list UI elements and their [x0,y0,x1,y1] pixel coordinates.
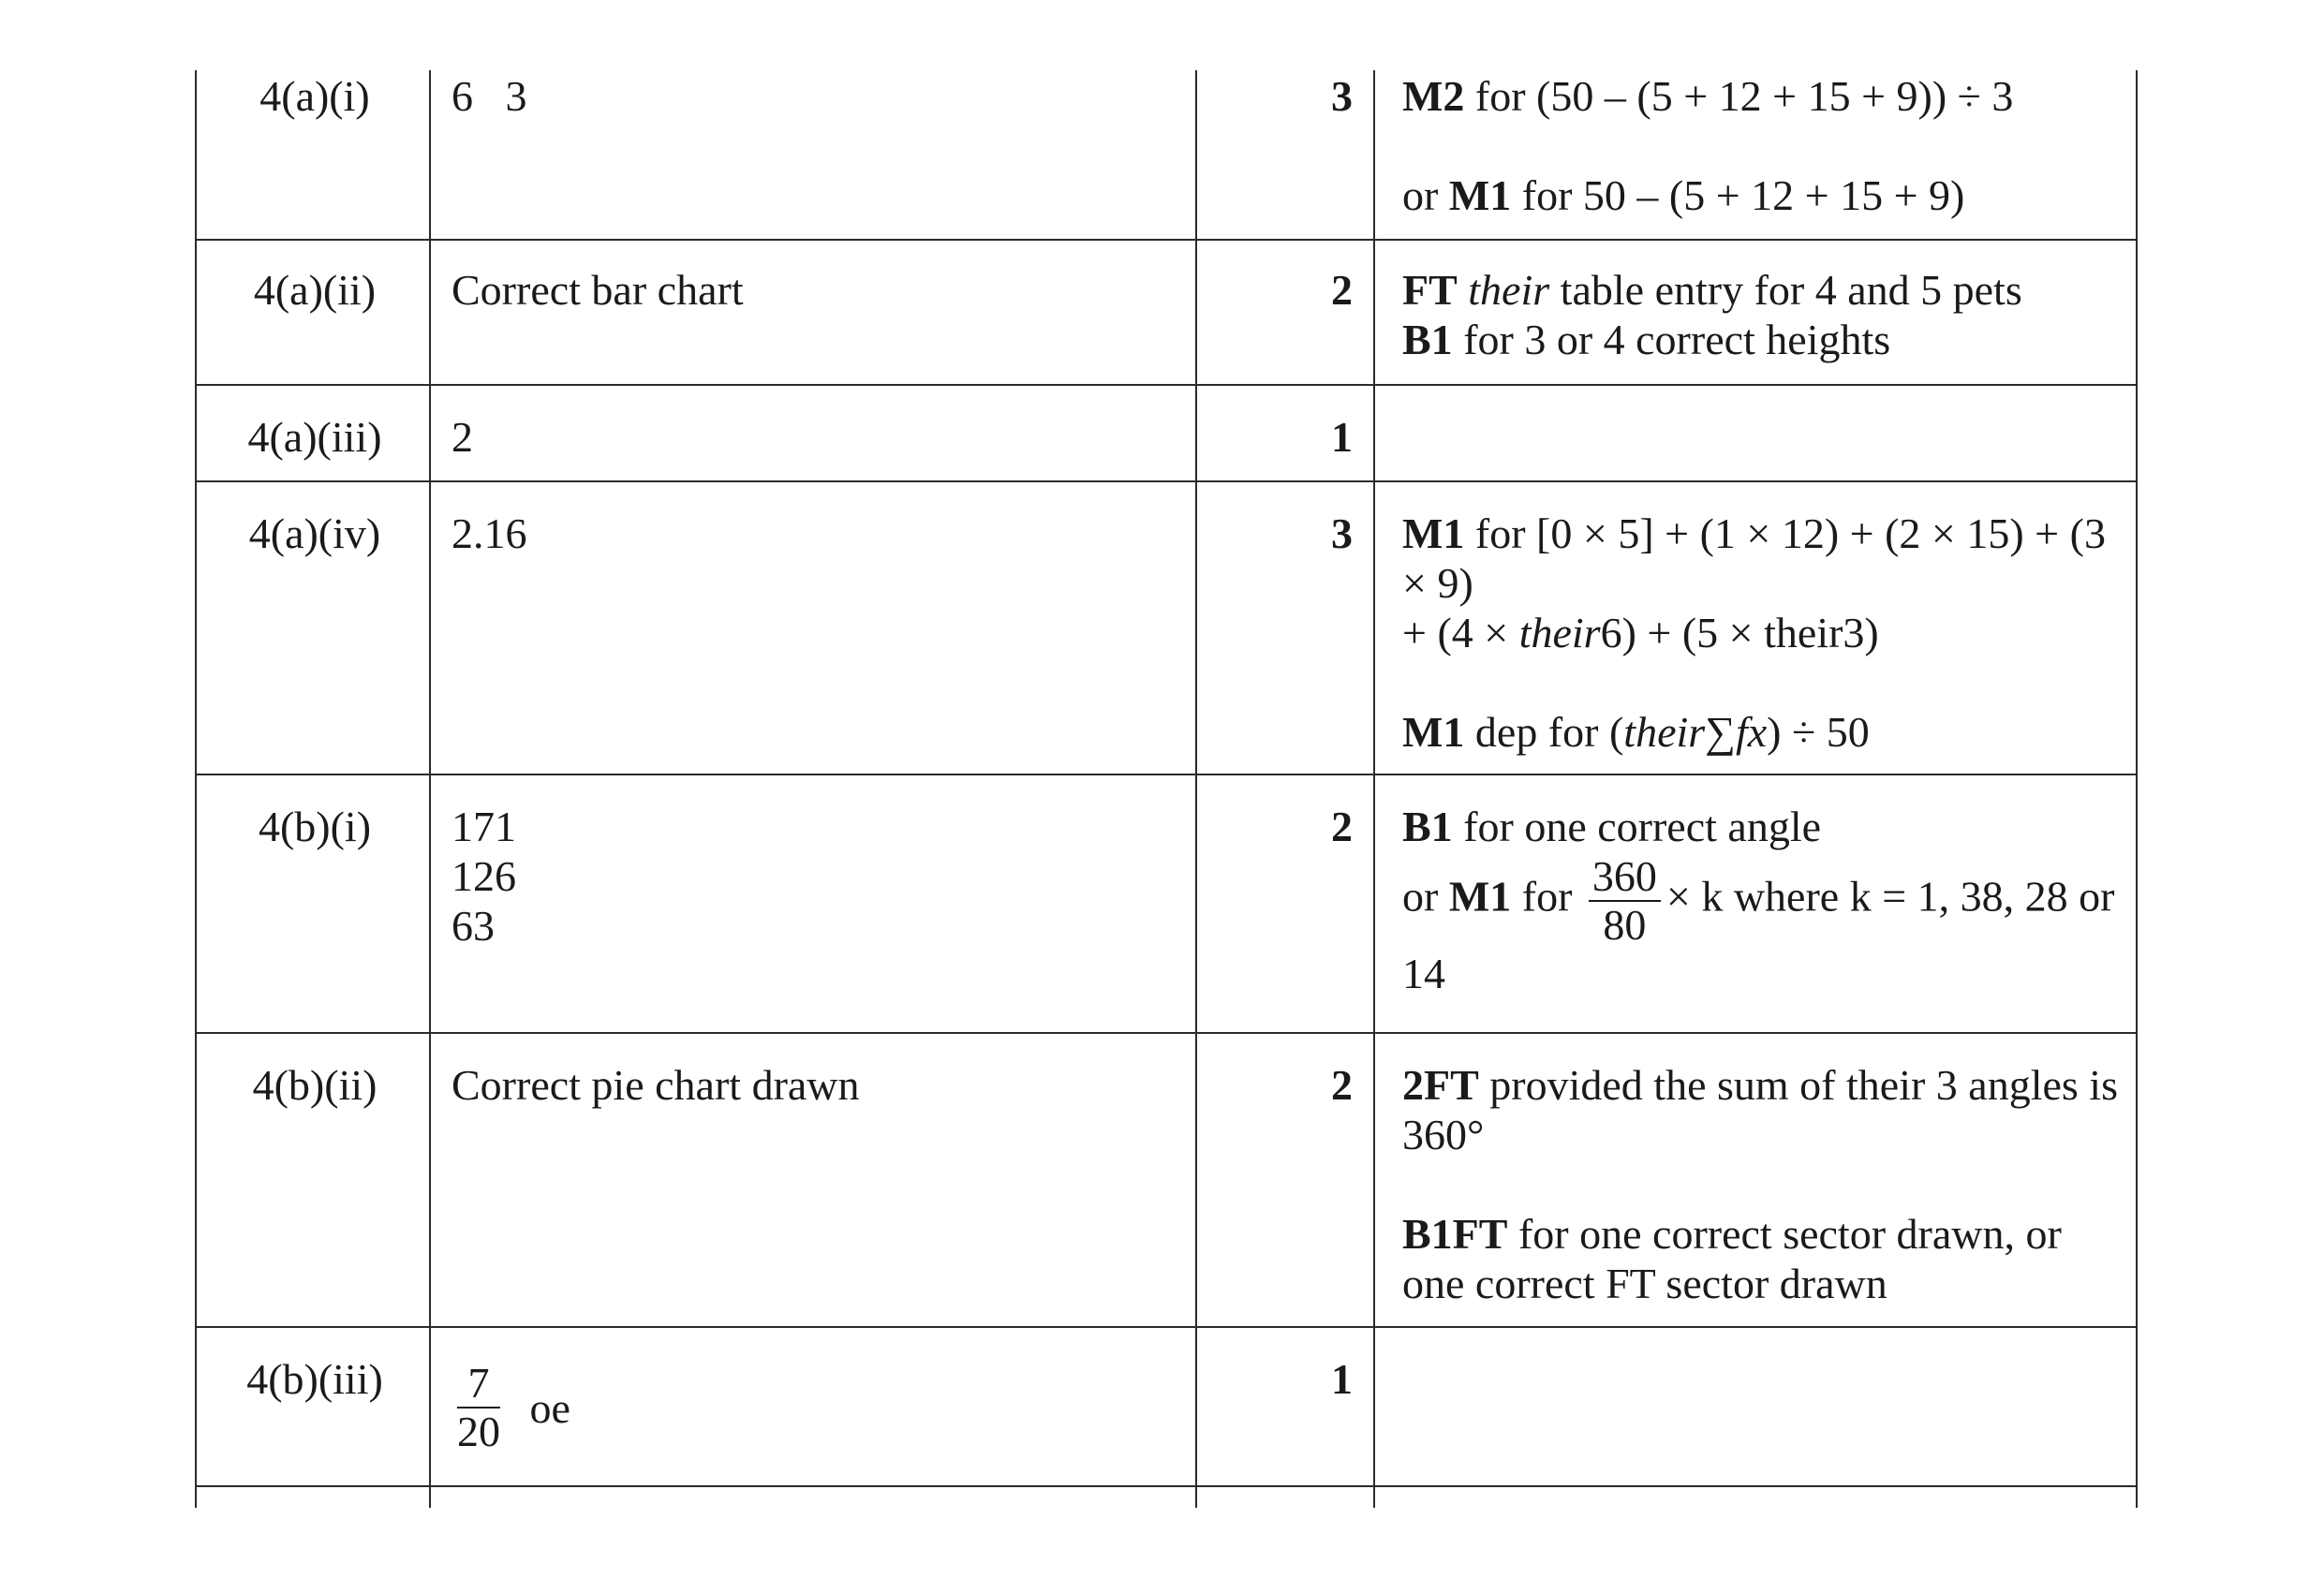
row-divider [195,1032,2137,1034]
answer-suffix: oe [529,1383,570,1432]
guidance-text: for 50 – (5 + 12 + 15 + 9) [1511,171,1965,219]
marks: 3 [1331,509,1353,557]
mark-code: B1 [1402,803,1453,850]
table-border-right [2136,70,2138,1508]
guidance-text: for 3 or 4 correct heights [1452,316,1891,363]
guidance-line [1402,853,2133,949]
fraction-denominator: 80 [1603,901,1647,949]
guidance-text: × k where k = 1, 38, 28 or [1665,872,2115,921]
answer: 2 [451,413,473,461]
guidance-line [1402,265,2133,315]
guidance [1402,71,2133,220]
fraction [1589,853,1661,949]
row-divider [195,774,2137,775]
question-number: 4(a)(ii) [253,266,377,314]
answer [451,1360,1182,1455]
answer: Correct pie chart drawn [451,1061,860,1109]
guidance-text: or [1402,171,1449,219]
row-divider [195,239,2137,241]
table-border-left [195,70,197,1508]
mark-code: FT [1402,266,1458,314]
question-number: 4(b)(i) [258,803,372,850]
answer: 2.16 [451,509,527,557]
guidance-line [1402,802,2133,851]
guidance-text: for [0 × 5] + (1 × 12) + (2 × 15) + (3 [1464,509,2106,557]
mark-code: B1FT [1402,1210,1508,1258]
guidance-line [1402,707,2133,757]
question-number: 4(b)(iii) [246,1355,383,1403]
guidance-text: dep for ( [1464,708,1624,756]
mark-code: M1 [1402,509,1465,557]
row-divider [195,1485,2137,1487]
guidance-text: for [1511,872,1573,921]
guidance-line [1402,315,2133,364]
marks: 1 [1331,1355,1353,1403]
row-divider [195,1326,2137,1328]
guidance-text: for one correct angle [1452,803,1822,850]
question-number: 4(b)(ii) [252,1061,377,1109]
mark-code: M1 [1448,872,1512,921]
fraction-numerator: 7 [457,1360,500,1408]
guidance-line [1402,1060,2133,1110]
guidance-text: + (4 × [1402,609,1519,656]
guidance-line: × 9) [1402,559,1473,607]
marks: 3 [1331,72,1353,120]
guidance-text: 6) + (5 × their3) [1600,609,1879,656]
guidance-text: provided the sum of their 3 angles is [1478,1061,2118,1109]
guidance [1402,265,2133,364]
guidance-text: or [1402,872,1449,921]
marks: 2 [1331,266,1353,314]
question-number: 4(a)(iv) [248,509,381,557]
guidance-line: 360° [1402,1111,1485,1158]
guidance [1402,802,2133,998]
guidance-line [1402,170,2133,220]
question-number: 4(a)(iii) [247,413,382,461]
guidance-text: for one correct sector drawn, or [1507,1210,2062,1258]
column-divider-answer [1195,70,1197,1508]
answer: Correct bar chart [451,266,744,314]
guidance-line [1402,71,2133,121]
mark-code: M1 [1402,708,1465,756]
marks: 2 [1331,803,1353,850]
guidance-line [1402,509,2133,558]
mark-code: 2FT [1402,1061,1479,1109]
row-divider [195,384,2137,386]
question-number: 4(a)(i) [259,72,370,120]
guidance-text: ) ÷ 50 [1767,708,1870,756]
guidance-text: table entry for 4 and 5 pets [1549,266,2022,314]
guidance [1402,1060,2133,1308]
fraction [457,1360,500,1455]
guidance-line [1402,608,2133,657]
guidance [1402,509,2133,757]
guidance-italic: their [1518,609,1601,656]
column-divider-question [429,70,431,1508]
marks: 1 [1331,413,1353,461]
mark-code: B1 [1402,316,1453,363]
answer-line: 126 [451,852,516,900]
guidance-italic: their [1468,266,1550,314]
guidance-line [1402,1209,2133,1259]
marks: 2 [1331,1061,1353,1109]
answer-line: 171 [451,803,516,850]
row-divider [195,480,2137,482]
mark-code: M1 [1448,171,1512,219]
answer [451,802,1182,951]
guidance-line: 14 [1402,950,1445,997]
fraction-numerator: 360 [1589,853,1661,902]
answer: 6 3 [451,72,527,120]
guidance-text: for (50 – (5 + 12 + 15 + 9)) ÷ 3 [1464,72,2014,120]
fraction-denominator: 20 [457,1408,500,1455]
guidance-line: one correct FT sector drawn [1402,1260,1887,1307]
guidance-italic: their∑fx [1623,708,1768,756]
mark-code: M2 [1402,72,1465,120]
column-divider-marks [1373,70,1375,1508]
answer-line: 63 [451,902,495,950]
